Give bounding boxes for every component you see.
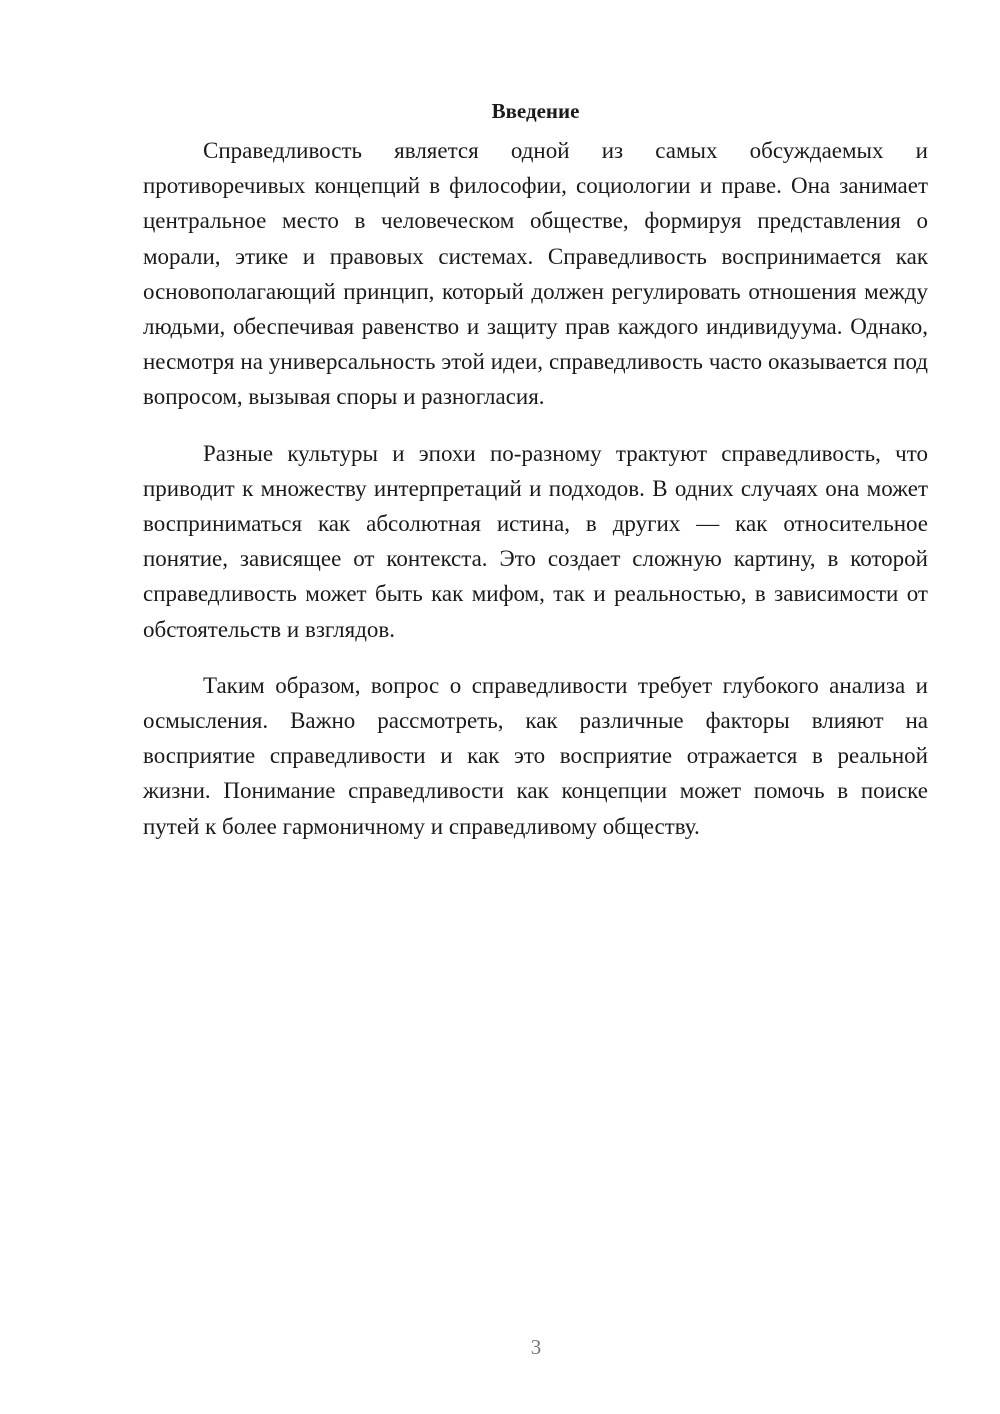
section-heading: Введение — [491, 99, 580, 123]
page-number: 3 — [530, 1335, 542, 1359]
paragraph-1: Справедливость является одной из самых обсуждаемых и противоречивых концепций в философии, социологии и праве. Она занимает центральное место в человеческом обществе, формируя представления о морали, этике и правовых системах. Справедливость воспринимается как основополагающий принцип, который должен регулировать отношения между людьми, обеспечивая равенство и защиту прав каждого индивидуума. Однако, несмотря на универсальность этой идеи, справедливость часто оказывается под вопросом, вызывая споры и разногласия. — [143, 138, 928, 410]
paragraph-2: Разные культуры и эпохи по-разному трактуют справедливость, что приводит к множеству интерпретаций и подходов. В одних случаях она может восприниматься как абсолютная истина, в других — как относительное понятие, зависящее от контекста. Это создает сложную картину, в которой справедливость может быть как мифом, так и реальностью, в зависимости от обстоятельств и взглядов. — [143, 440, 928, 642]
paragraph-3: Таким образом, вопрос о справедливости требует глубокого анализа и осмысления. Важно рассмотреть, как различные факторы влияют на восприятие справедливости и как это восприятие отражается в реальной жизни. Понимание справедливости как концепции может помочь в поиске путей к более гармоничному и справедливому обществу. — [143, 672, 928, 839]
page-content — [143, 97, 928, 844]
